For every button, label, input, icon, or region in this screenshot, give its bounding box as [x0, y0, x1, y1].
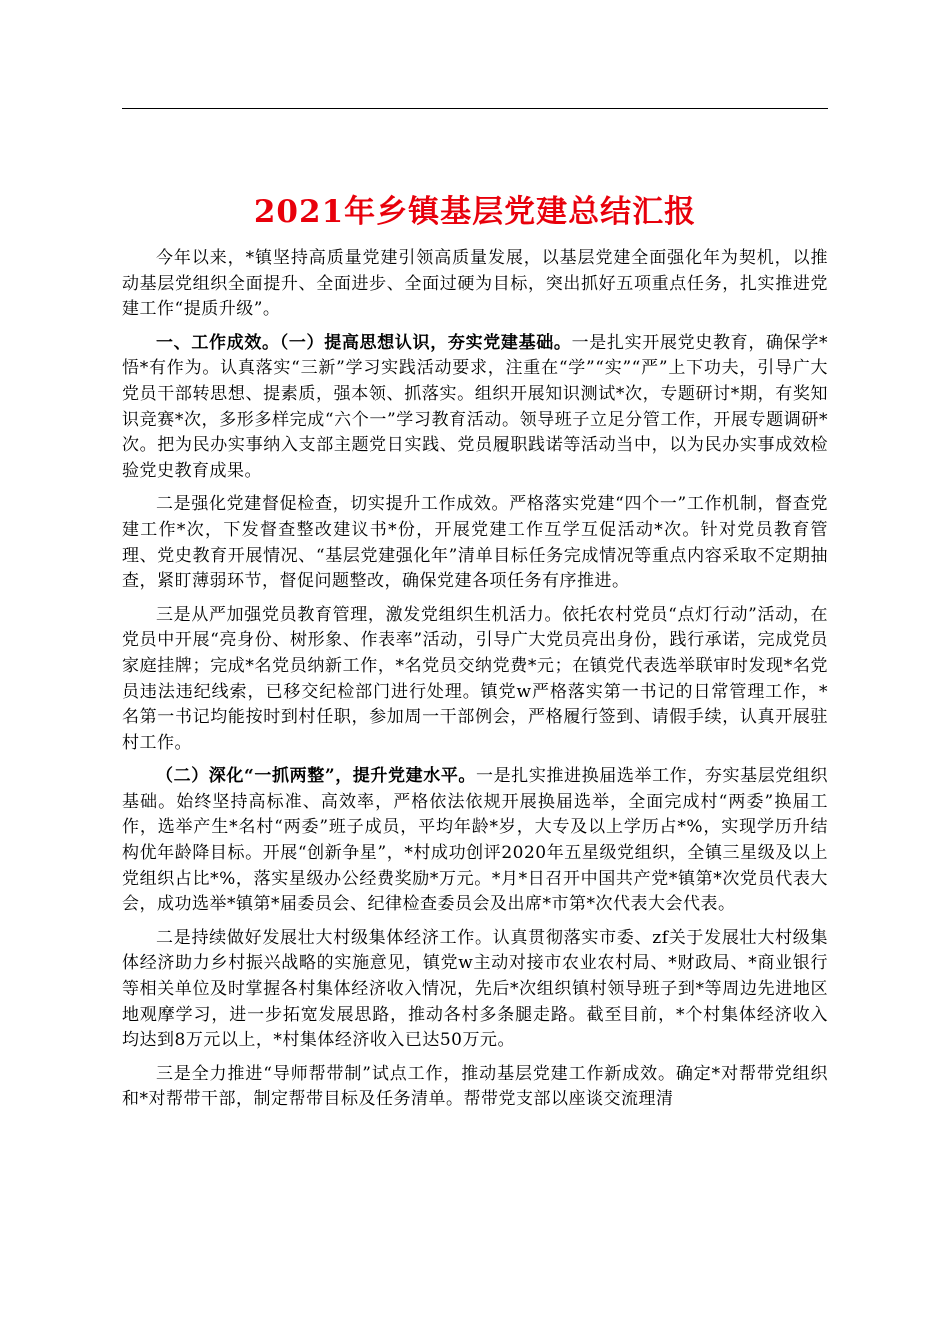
- paragraph-intro: [122, 246, 828, 323]
- paragraph-text: 一是扎实开展党史教育，确保学*悟*有作为。认真落实“三新”学习实践活动要求，注重在“学”“实”“严”上下功夫，引导广大党员干部转思想、提素质，强本领、抓落实。组织开展知识测试*次，专题研讨*期，有奖知识竞赛*次，多形多样完成“六个一”学习教育活动。领导班子立足分管工作，开展专题调研*次。把为民办实事纳入支部主题党日实践、党员履职践诺等活动当中，以为民办实事成效检验党史教育成果。: [122, 332, 829, 481]
- paragraph-lead: （二）深化“一抓两整”，提升党建水平。: [156, 766, 477, 787]
- paragraph-text: 一是扎实推进换届选举工作，夯实基层党组织基础。始终坚持高标准、高效率，严格依法依规开展换届选举，全面完成村“两委”换届工作，选举产生*名村“两委”班子成员，平均年龄*岁，大专及以上学历占*%，实现学历升结构优年龄降目标。开展“创新争星”，*村成功创评2020年五星级党组织，全镇三星级及以上党组织占比*%，落实星级办公经费奖励*万元。*月*日召开中国共产党*镇第*次党员代表大会，成功选举*镇第*届委员会、纪律检查委员会及出席*市第*次代表大会代表。: [122, 766, 828, 915]
- paragraph-lead: 一、工作成效。（一）提高思想认识，夯实党建基础。: [156, 332, 572, 353]
- paragraph-mentorship: [122, 1062, 828, 1113]
- paragraph-text: 三是全力推进“导师帮带制”试点工作，推动基层党建工作新成效。确定*对帮带党组织和*对帮带干部，制定帮带目标及任务清单。帮带党支部以座谈交流理清: [122, 1063, 828, 1110]
- header-rule: [122, 108, 828, 109]
- paragraph-text: 今年以来，*镇坚持高质量党建引领高质量发展，以基层党建全面强化年为契机，以推动基层党组织全面提升、全面进步、全面过硬为目标，突出抓好五项重点任务，扎实推进党建工作“提质升级”。: [122, 248, 828, 320]
- page-title: 2021年乡镇基层党建总结汇报: [253, 194, 697, 230]
- paragraph-member-management: [122, 603, 828, 757]
- paragraph-text: 二是持续做好发展壮大村级集体经济工作。认真贯彻落实市委、zf关于发展壮大村级集体经济助力乡村振兴战略的实施意见，镇党w主动对接市农业农村局、*财政局、*商业银行等相关单位及时掌握各村集体经济收入情况，先后*次组织镇村领导班子到*等周边先进地区地观摩学习，进一步拓宽发展思路，推动各村多条腿走路。截至目前，*个村集体经济收入均达到8万元以上，*村集体经济收入已达50万元。: [122, 927, 828, 1051]
- document-body: [122, 246, 828, 1121]
- paragraph-text: 二是强化党建督促检查，切实提升工作成效。严格落实党建“四个一”工作机制，督查党建工作*次，下发督查整改建议书*份，开展党建工作互学互促活动*次。针对党员教育管理、党史教育开展情况、“基层党建强化年”清单目标任务完成情况等重点内容采取不定期抽查，紧盯薄弱环节，督促问题整改，确保党建各项任务有序推进。: [122, 494, 828, 592]
- paragraph-supervision: [122, 492, 828, 594]
- paragraph-section-1: [122, 331, 828, 485]
- paragraph-collective-economy: [122, 926, 828, 1054]
- paragraph-section-2: [122, 764, 828, 918]
- paragraph-text: 三是从严加强党员教育管理，激发党组织生机活力。依托农村党员“点灯行动”活动，在党员中开展“亮身份、树形象、作表率”活动，引导广大党员亮出身份，践行承诺，完成党员家庭挂牌；完成*名党员纳新工作，*名党员交纳党费*元；在镇党代表选举联审时发现*名党员违法违纪线索，已移交纪检部门进行处理。镇党w严格落实第一书记的日常管理工作，*名第一书记均能按时到村任职，参加周一干部例会，严格履行签到、请假手续，认真开展驻村工作。: [122, 604, 828, 753]
